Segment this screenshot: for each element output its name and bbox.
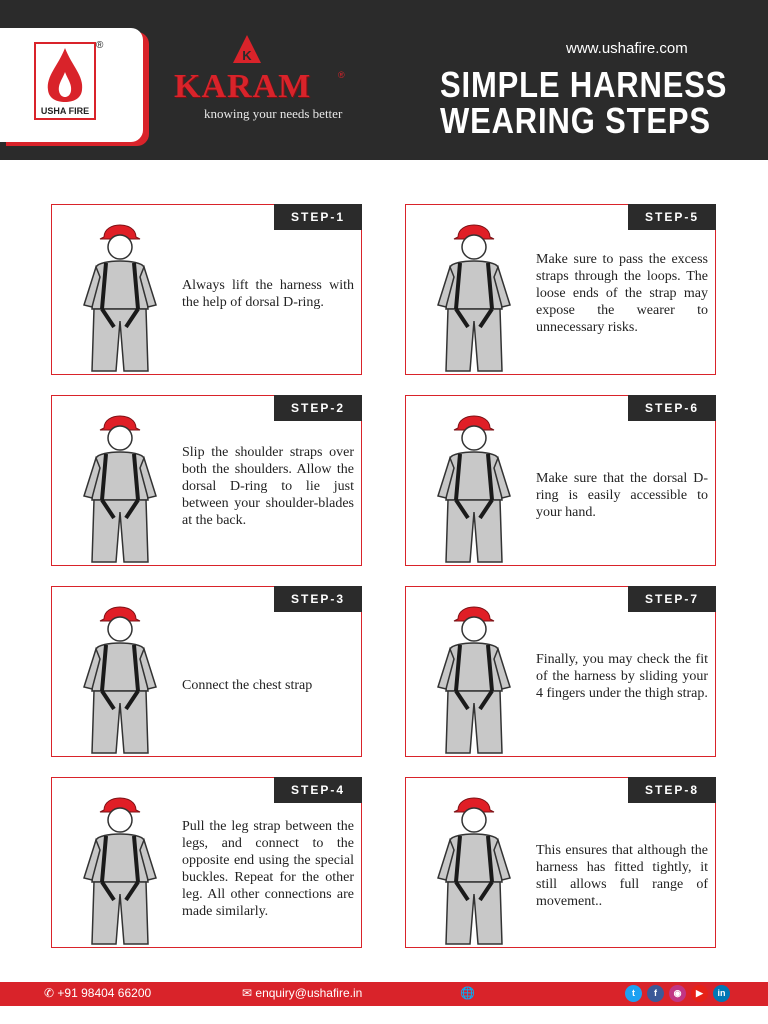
step-label: STEP-1 <box>274 204 362 230</box>
logo-registered-mark: ® <box>96 40 104 51</box>
step-label: STEP-5 <box>628 204 716 230</box>
flame-logo-icon <box>36 44 94 104</box>
step-text: Make sure to pass the excess straps through the loops. The loose ends of the strap may expose the wearer to unnecessary risks. <box>536 252 708 335</box>
svg-text:K: K <box>242 48 252 63</box>
step-8-illustration <box>410 782 538 947</box>
step-1-illustration <box>56 209 184 374</box>
step-label: STEP-3 <box>274 586 362 612</box>
step-card-3 <box>51 586 362 757</box>
step-4-illustration <box>56 782 184 947</box>
step-3-illustration <box>56 591 184 756</box>
page-title-line2: WEARING STEPS <box>440 100 711 141</box>
youtube-icon[interactable]: ▶ <box>691 985 708 1002</box>
step-7-illustration <box>410 591 538 756</box>
phone-number: +91 98404 66200 <box>57 986 152 1000</box>
step-label: STEP-4 <box>274 777 362 803</box>
step-label: STEP-2 <box>274 395 362 421</box>
step-label: STEP-6 <box>628 395 716 421</box>
usha-fire-logo[interactable] <box>0 28 143 142</box>
step-text: Pull the leg strap between the legs, and connect to the opposite end using the special buckles. Repeat for the other leg. All other connections are made similarly. <box>182 819 354 919</box>
instagram-icon[interactable]: ◉ <box>669 985 686 1002</box>
brand-registered-mark: ® <box>338 70 345 80</box>
mail-icon: ✉ <box>242 986 253 1000</box>
linkedin-icon[interactable]: in <box>713 985 730 1002</box>
step-5-illustration <box>410 209 538 374</box>
step-card-7 <box>405 586 716 757</box>
step-label: STEP-7 <box>628 586 716 612</box>
brand-name: KARAM <box>174 68 312 105</box>
step-text: Always lift the harness with the help of dorsal D-ring. <box>182 278 354 310</box>
step-text: Slip the shoulder straps over both the shoulders. Allow the dorsal D-ring to lie just between your shoulder-blades at the back. <box>182 445 354 528</box>
phone-link[interactable] <box>44 986 151 1000</box>
globe-icon[interactable]: 🌐 <box>460 986 475 1000</box>
logo-text: USHA FIRE <box>40 106 90 116</box>
step-text: Finally, you may check the fit of the harness by sliding your 4 fingers under the thigh strap. <box>536 652 708 701</box>
website-link[interactable]: www.ushafire.com <box>566 40 688 57</box>
step-2-illustration <box>56 400 184 565</box>
page-title-line1: SIMPLE HARNESS <box>440 64 728 105</box>
footer-bar <box>0 982 768 1006</box>
email-link[interactable] <box>242 986 362 1000</box>
step-card-1 <box>51 204 362 375</box>
brand-tagline: knowing your needs better <box>204 106 343 121</box>
logo-frame <box>34 42 96 120</box>
step-card-8 <box>405 777 716 948</box>
step-card-5 <box>405 204 716 375</box>
step-card-6 <box>405 395 716 566</box>
phone-icon: ✆ <box>44 986 55 1000</box>
step-text: Make sure that the dorsal D-ring is easily accessible to your hand. <box>536 471 708 520</box>
header-banner <box>0 0 768 160</box>
facebook-icon[interactable]: f <box>647 985 664 1002</box>
karam-emblem-icon <box>232 34 262 64</box>
email-address: enquiry@ushafire.in <box>255 986 363 1000</box>
karam-brand[interactable] <box>170 34 370 124</box>
step-label: STEP-8 <box>628 777 716 803</box>
step-6-illustration <box>410 400 538 565</box>
step-text: This ensures that although the harness has fitted tightly, it still allows full range of movement.. <box>536 843 708 909</box>
twitter-icon[interactable]: t <box>625 985 642 1002</box>
step-text: Connect the chest strap <box>182 678 313 693</box>
step-card-2 <box>51 395 362 566</box>
step-card-4 <box>51 777 362 948</box>
